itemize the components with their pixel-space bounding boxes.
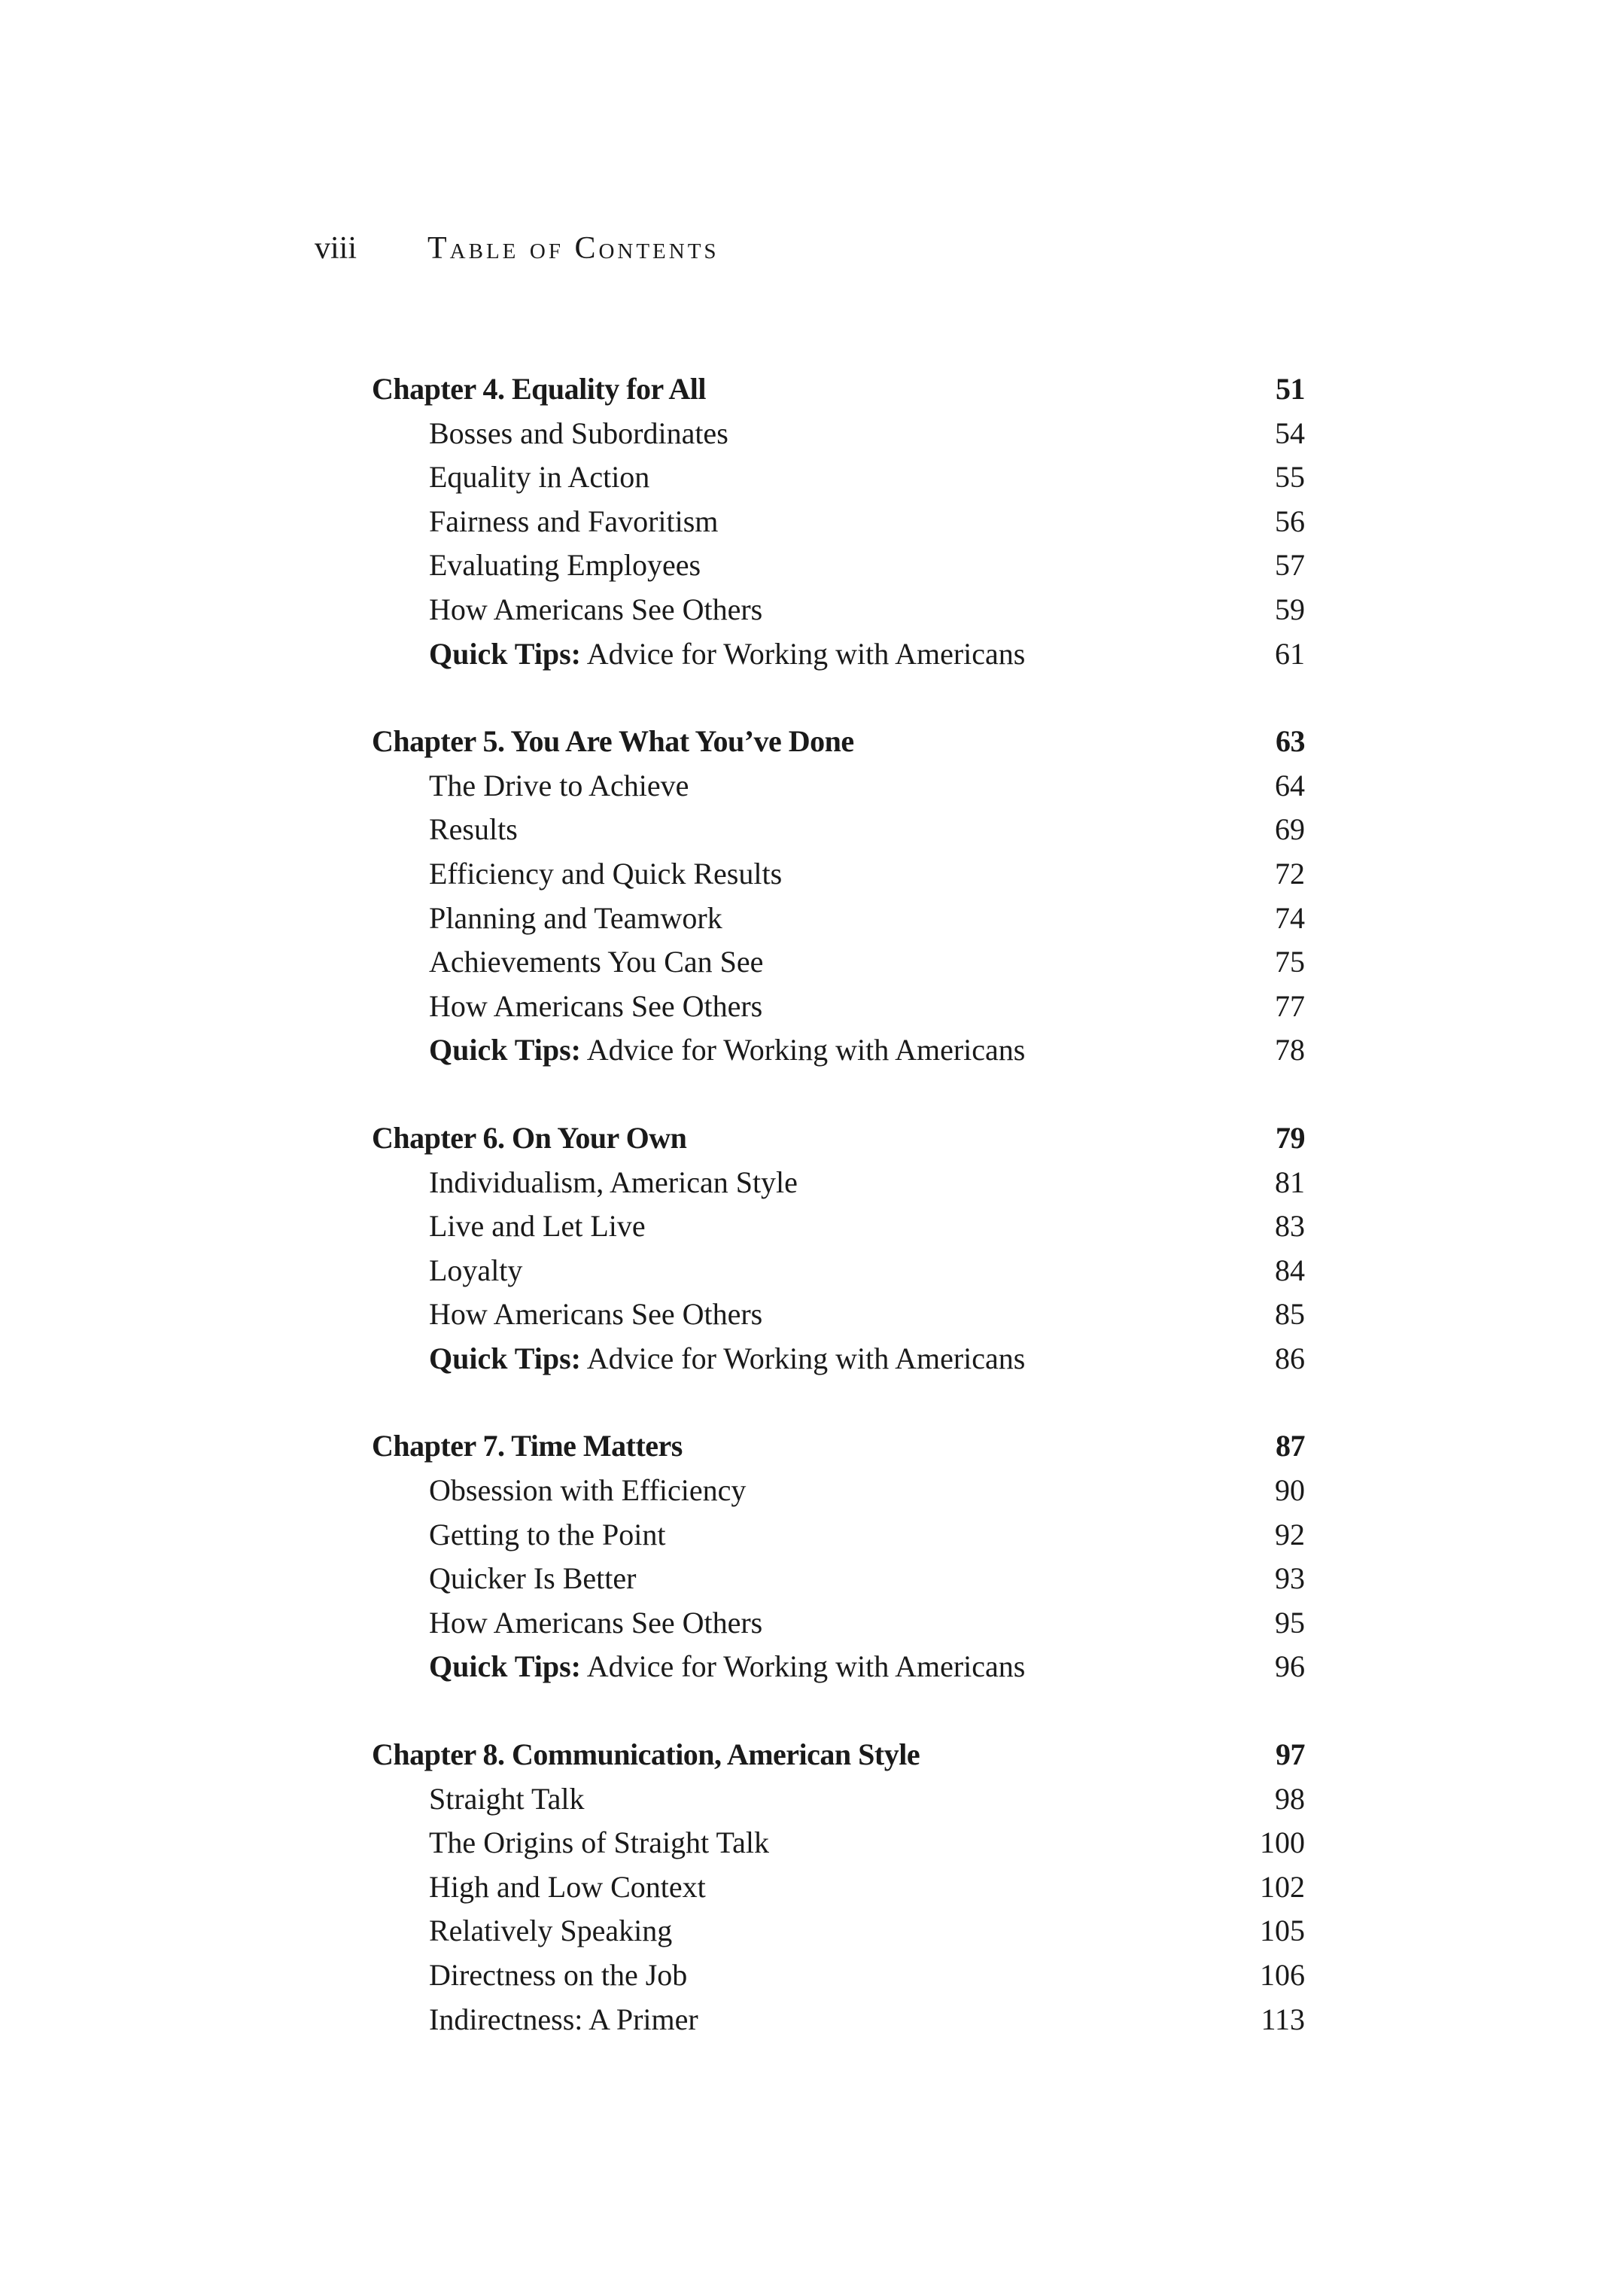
toc-chapter-entry[interactable] — [372, 720, 1305, 764]
table-of-contents — [372, 367, 1305, 2085]
section-title-text: Obsession with Efficiency — [429, 1473, 747, 1508]
quick-tips-label: Quick Tips: — [429, 636, 581, 671]
toc-chapter-entry[interactable] — [372, 1424, 1305, 1469]
section-page-number: 75 — [1275, 945, 1305, 979]
toc-chapter-entry[interactable] — [372, 1733, 1305, 1777]
chapter-title: Chapter 4. Equality for All — [372, 372, 706, 406]
quick-tips-label: Quick Tips: — [429, 1341, 581, 1375]
toc-section-entry[interactable] — [372, 1161, 1305, 1205]
section-page-number: 81 — [1275, 1165, 1305, 1199]
toc-chapter-block — [372, 367, 1305, 676]
chapter-title: Chapter 5. You Are What You’ve Done — [372, 724, 854, 759]
toc-chapter-block — [372, 720, 1305, 1073]
section-page-number: 78 — [1275, 1033, 1305, 1067]
section-title — [372, 1337, 1025, 1381]
section-page-number: 61 — [1275, 636, 1305, 671]
toc-section-entry[interactable] — [372, 852, 1305, 897]
chapter-page-number: 63 — [1276, 724, 1305, 759]
running-head — [315, 226, 719, 271]
section-title — [372, 940, 763, 985]
section-title-text: Results — [429, 812, 518, 847]
section-page-number: 95 — [1275, 1605, 1305, 1640]
toc-section-entry[interactable] — [372, 1249, 1305, 1293]
section-title — [372, 1998, 698, 2042]
section-title — [372, 852, 782, 897]
section-title — [372, 1557, 636, 1601]
section-page-number: 98 — [1275, 1781, 1305, 1816]
section-title-text: Advice for Working with Americans — [580, 1649, 1026, 1684]
toc-chapter-block — [372, 1424, 1305, 1689]
section-page-number: 86 — [1275, 1341, 1305, 1375]
section-title-text: High and Low Context — [429, 1869, 706, 1904]
toc-section-entry[interactable] — [372, 764, 1305, 808]
toc-section-entry[interactable] — [372, 1513, 1305, 1558]
section-title-text: Live and Let Live — [429, 1209, 646, 1244]
toc-section-entry[interactable] — [372, 412, 1305, 456]
section-title-text: How Americans See Others — [429, 988, 763, 1023]
section-page-number: 83 — [1275, 1209, 1305, 1244]
section-page-number: 72 — [1275, 856, 1305, 891]
section-title — [372, 455, 649, 500]
section-title — [372, 1028, 1025, 1073]
section-title-text: Straight Talk — [429, 1781, 585, 1816]
section-title — [372, 1513, 665, 1558]
section-title-text: Directness on the Job — [429, 1958, 688, 1992]
section-title — [372, 1821, 769, 1865]
toc-section-entry[interactable] — [372, 455, 1305, 500]
section-title-text: Fairness and Favoritism — [429, 504, 719, 538]
chapter-page-number: 87 — [1276, 1429, 1305, 1463]
chapter-title: Chapter 8. Communication, American Style — [372, 1737, 920, 1772]
section-title-text: Bosses and Subordinates — [429, 416, 728, 450]
section-page-number: 93 — [1275, 1561, 1305, 1596]
section-title — [372, 1909, 672, 1953]
toc-section-entry[interactable] — [372, 1645, 1305, 1689]
quick-tips-label: Quick Tips: — [429, 1033, 581, 1067]
section-title-text: Advice for Working with Americans — [580, 1341, 1026, 1375]
toc-section-entry[interactable] — [372, 1337, 1305, 1381]
section-title — [372, 1469, 746, 1513]
toc-section-entry[interactable] — [372, 1557, 1305, 1601]
section-page-number: 57 — [1275, 548, 1305, 583]
section-title — [372, 500, 718, 544]
chapter-title: Chapter 7. Time Matters — [372, 1429, 683, 1463]
toc-section-entry[interactable] — [372, 1028, 1305, 1073]
section-page-number: 54 — [1275, 416, 1305, 450]
section-page-number: 64 — [1275, 768, 1305, 802]
toc-section-entry[interactable] — [372, 808, 1305, 852]
toc-section-entry[interactable] — [372, 544, 1305, 588]
section-title-text: Achievements You Can See — [429, 945, 764, 979]
section-title — [372, 985, 762, 1029]
section-title-text: Evaluating Employees — [429, 548, 701, 583]
toc-section-entry[interactable] — [372, 1865, 1305, 1910]
section-title-text: Indirectness: A Primer — [429, 2002, 698, 2036]
section-title-text: Equality in Action — [429, 460, 650, 495]
section-page-number: 90 — [1275, 1473, 1305, 1508]
running-head-title: Table of Contents — [427, 231, 719, 266]
toc-section-entry[interactable] — [372, 1953, 1305, 1998]
chapter-title: Chapter 6. On Your Own — [372, 1120, 687, 1155]
toc-section-entry[interactable] — [372, 985, 1305, 1029]
section-title-text: The Drive to Achieve — [429, 768, 689, 802]
section-title — [372, 1645, 1025, 1689]
toc-chapter-block — [372, 1116, 1305, 1381]
section-page-number: 84 — [1275, 1253, 1305, 1287]
section-title — [372, 897, 722, 941]
section-title-text: How Americans See Others — [429, 592, 763, 626]
section-page-number: 77 — [1275, 988, 1305, 1023]
toc-section-entry[interactable] — [372, 588, 1305, 632]
chapter-page-number: 51 — [1276, 372, 1305, 406]
toc-section-entry[interactable] — [372, 1293, 1305, 1337]
section-page-number: 74 — [1275, 900, 1305, 935]
chapter-page-number: 97 — [1276, 1737, 1305, 1772]
section-title — [372, 632, 1025, 677]
section-title-text: How Americans See Others — [429, 1605, 763, 1640]
section-title — [372, 1161, 798, 1205]
section-title-text: Individualism, American Style — [429, 1165, 798, 1199]
section-title — [372, 808, 518, 852]
toc-section-entry[interactable] — [372, 1909, 1305, 1953]
toc-section-entry[interactable] — [372, 500, 1305, 544]
section-title-text: How Americans See Others — [429, 1297, 763, 1332]
section-title — [372, 588, 762, 632]
section-title — [372, 764, 689, 808]
section-page-number: 55 — [1275, 460, 1305, 495]
section-page-number: 102 — [1260, 1869, 1305, 1904]
section-title-text: Getting to the Point — [429, 1517, 666, 1551]
section-page-number: 106 — [1260, 1958, 1305, 1992]
section-title — [372, 1865, 706, 1910]
quick-tips-label: Quick Tips: — [429, 1649, 581, 1684]
toc-chapter-block — [372, 1733, 1305, 2042]
page-folio: viii — [315, 231, 357, 266]
toc-chapter-entry[interactable] — [372, 367, 1305, 412]
section-title-text: Efficiency and Quick Results — [429, 856, 783, 891]
section-title — [372, 1601, 762, 1646]
section-page-number: 100 — [1260, 1826, 1305, 1860]
section-page-number: 96 — [1275, 1649, 1305, 1684]
toc-section-entry[interactable] — [372, 1777, 1305, 1822]
chapter-page-number: 79 — [1276, 1120, 1305, 1155]
section-page-number: 69 — [1275, 812, 1305, 847]
toc-section-entry[interactable] — [372, 1998, 1305, 2042]
toc-chapter-entry[interactable] — [372, 1116, 1305, 1161]
toc-section-entry[interactable] — [372, 632, 1305, 677]
section-title-text: Loyalty — [429, 1253, 523, 1287]
section-page-number: 85 — [1275, 1297, 1305, 1332]
section-title — [372, 544, 701, 588]
section-title-text: The Origins of Straight Talk — [429, 1826, 769, 1860]
section-title — [372, 1293, 762, 1337]
section-title — [372, 1953, 687, 1998]
toc-section-entry[interactable] — [372, 1469, 1305, 1513]
section-page-number: 105 — [1260, 1914, 1305, 1948]
section-title-text: Planning and Teamwork — [429, 900, 722, 935]
section-page-number: 59 — [1275, 592, 1305, 626]
section-title — [372, 412, 728, 456]
section-title — [372, 1204, 646, 1249]
toc-section-entry[interactable] — [372, 940, 1305, 985]
section-page-number: 113 — [1261, 2002, 1305, 2036]
toc-section-entry[interactable] — [372, 897, 1305, 941]
section-title-text: Advice for Working with Americans — [580, 1033, 1026, 1067]
section-page-number: 92 — [1275, 1517, 1305, 1551]
section-title — [372, 1249, 522, 1293]
toc-section-entry[interactable] — [372, 1821, 1305, 1865]
section-title-text: Relatively Speaking — [429, 1914, 673, 1948]
toc-section-entry[interactable] — [372, 1204, 1305, 1249]
toc-section-entry[interactable] — [372, 1601, 1305, 1646]
section-page-number: 56 — [1275, 504, 1305, 538]
section-title — [372, 1777, 584, 1822]
section-title-text: Quicker Is Better — [429, 1561, 637, 1596]
section-title-text: Advice for Working with Americans — [580, 636, 1026, 671]
